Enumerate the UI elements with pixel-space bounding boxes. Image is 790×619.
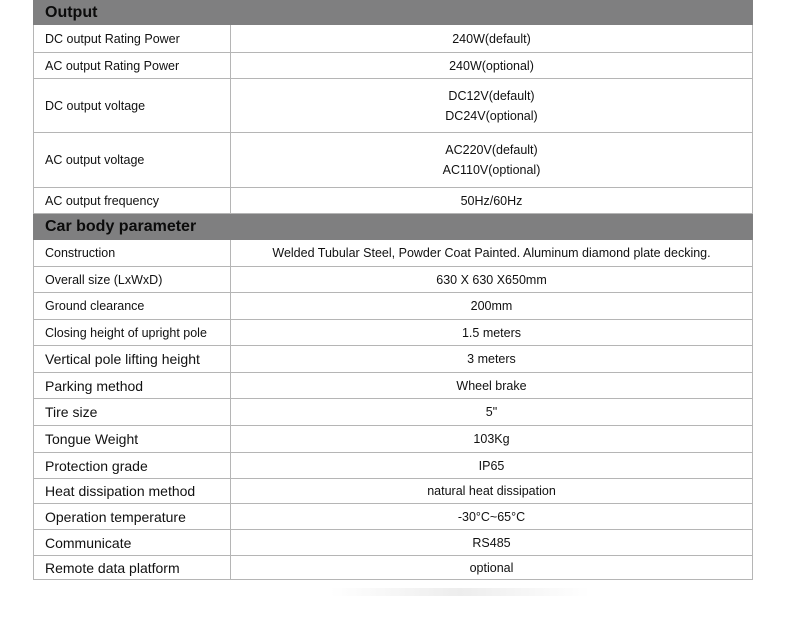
table-row <box>33 530 753 556</box>
value-line: 240W(optional) <box>449 58 534 73</box>
row-value <box>231 53 752 78</box>
value-line: 3 meters <box>467 352 516 366</box>
row-value <box>231 240 752 266</box>
row-value <box>231 504 752 529</box>
row-label: DC output voltage <box>34 79 231 132</box>
value-line: -30°C~65°C <box>457 509 526 524</box>
row-value <box>231 373 752 398</box>
table-row <box>33 53 753 79</box>
table-row <box>33 320 753 346</box>
value-line: optional <box>469 560 514 575</box>
row-label: Protection grade <box>34 453 231 478</box>
table-row <box>33 79 753 133</box>
value-line: 1.5 meters <box>461 325 522 340</box>
row-label: Closing height of upright pole <box>34 320 231 345</box>
table-row <box>33 556 753 580</box>
value-line: Wheel brake <box>456 378 527 393</box>
value-line: DC24V(optional) <box>445 108 538 123</box>
table-row <box>33 373 753 399</box>
value-line: 5" <box>485 405 498 419</box>
row-value <box>231 133 752 187</box>
row-label: Communicate <box>34 530 231 555</box>
table-row <box>33 188 753 214</box>
row-label: Parking method <box>34 373 231 398</box>
value-line: 103Kg <box>473 432 510 446</box>
row-value <box>231 479 752 503</box>
table-row <box>33 504 753 530</box>
value-line: IP65 <box>478 458 505 473</box>
row-value <box>231 453 752 478</box>
row-value <box>231 346 752 372</box>
row-value <box>231 79 752 132</box>
row-value <box>231 426 752 452</box>
row-value <box>231 530 752 555</box>
table-row <box>33 25 753 53</box>
row-label: Tongue Weight <box>34 426 231 452</box>
row-label: Operation temperature <box>34 504 231 529</box>
row-value <box>231 25 752 52</box>
row-label: Heat dissipation method <box>34 479 231 503</box>
row-label: AC output voltage <box>34 133 231 187</box>
table-row <box>33 426 753 453</box>
table-row <box>33 133 753 188</box>
value-line: 200mm <box>470 299 513 313</box>
row-label: Construction <box>34 240 231 266</box>
row-value <box>231 556 752 579</box>
row-value <box>231 188 752 213</box>
row-label: Vertical pole lifting height <box>34 346 231 372</box>
value-line: natural heat dissipation <box>427 484 556 498</box>
table-row <box>33 479 753 504</box>
value-line: 240W(default) <box>452 31 531 46</box>
bottom-fade-decoration <box>330 588 590 596</box>
row-label: Ground clearance <box>34 293 231 319</box>
table-row <box>33 399 753 426</box>
value-line: AC110V(optional) <box>442 163 541 177</box>
section-header-output: Output <box>33 0 753 25</box>
section-header-car-body: Car body parameter <box>33 214 753 240</box>
value-line: Welded Tubular Steel, Powder Coat Painted. Aluminum diamond plate decking. <box>272 246 711 260</box>
row-label: DC output Rating Power <box>34 25 231 52</box>
table-row <box>33 267 753 293</box>
table-row <box>33 240 753 267</box>
row-value <box>231 399 752 425</box>
row-value <box>231 320 752 345</box>
row-label: Remote data platform <box>34 556 231 579</box>
row-label: AC output frequency <box>34 188 231 213</box>
table-row <box>33 293 753 320</box>
row-value <box>231 267 752 292</box>
value-line: 630 X 630 X650mm <box>436 272 547 287</box>
table-row <box>33 346 753 373</box>
row-label: Overall size (LxWxD) <box>34 267 231 292</box>
value-line: 50Hz/60Hz <box>460 193 523 208</box>
table-row <box>33 453 753 479</box>
value-line: AC220V(default) <box>445 143 538 157</box>
row-label: AC output Rating Power <box>34 53 231 78</box>
value-line: RS485 <box>472 535 511 550</box>
spec-table <box>33 0 753 580</box>
row-value <box>231 293 752 319</box>
value-line: DC12V(default) <box>448 88 535 103</box>
row-label: Tire size <box>34 399 231 425</box>
